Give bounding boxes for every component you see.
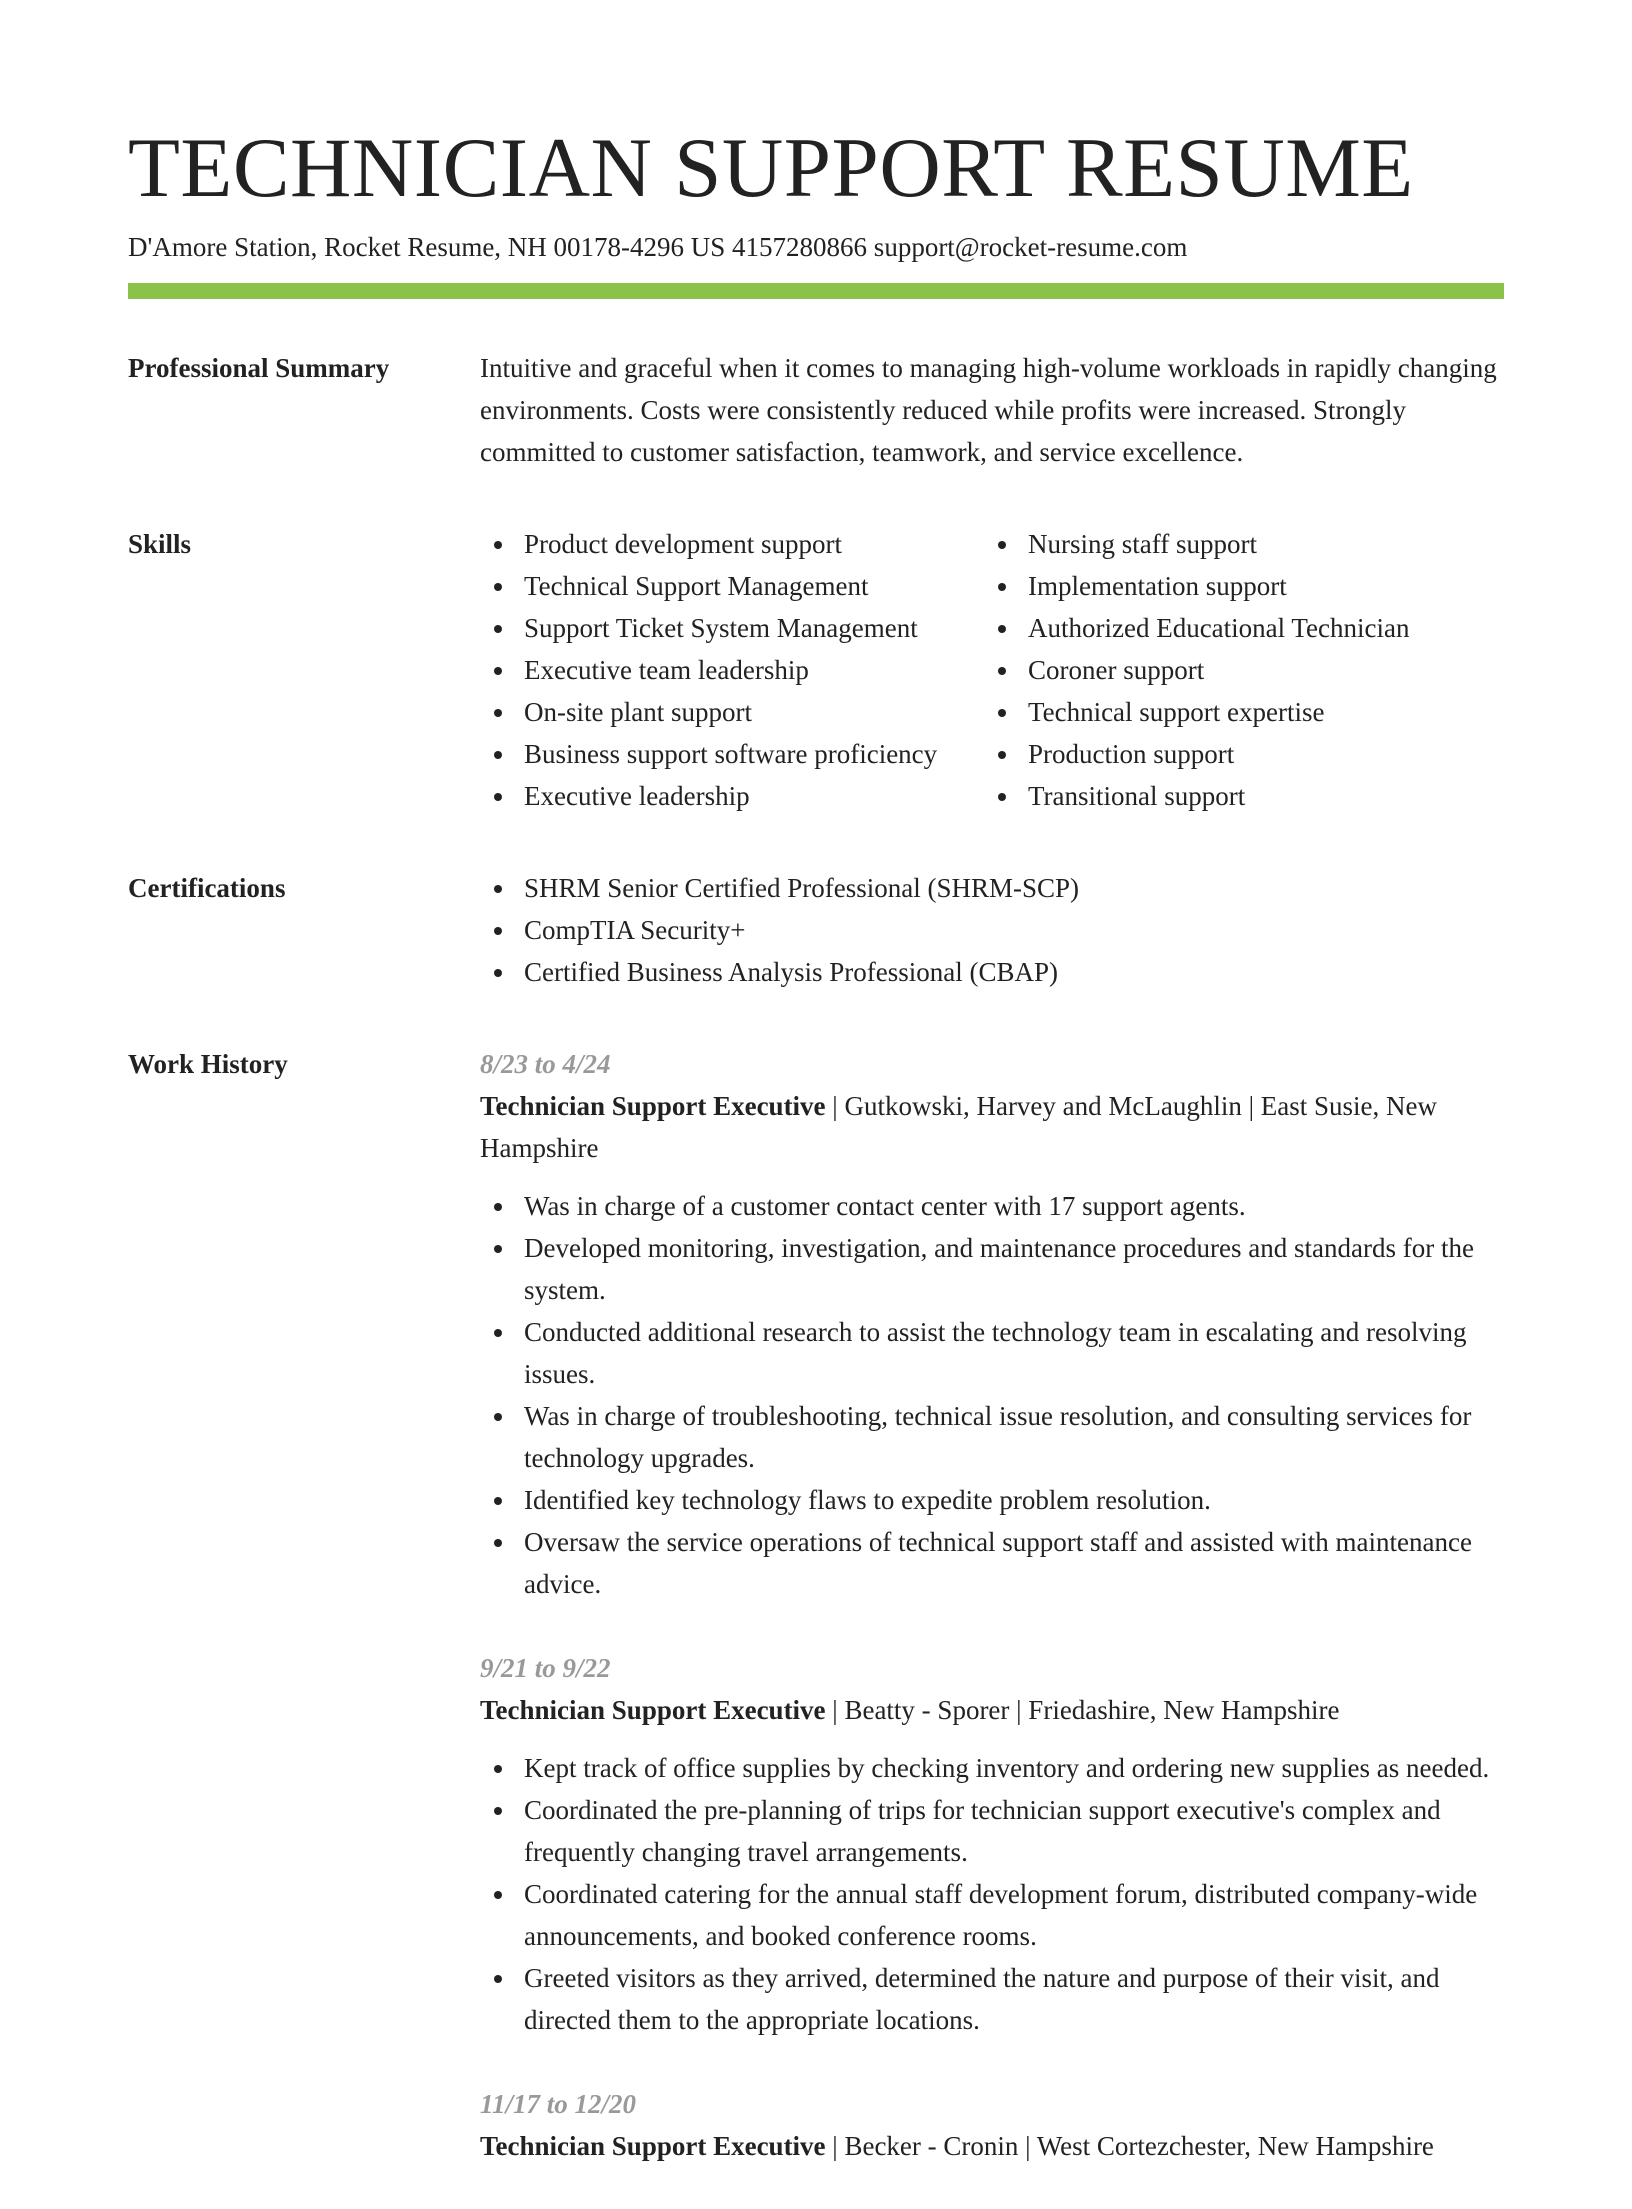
- summary-label: Professional Summary: [128, 353, 390, 383]
- resume-title: TECHNICIAN SUPPORT RESUME: [128, 121, 1414, 215]
- skills-body: [480, 523, 1504, 817]
- job-duty: Coordinated catering for the annual staff development forum, distributed company-wide announcements, and booked conference rooms.: [480, 1873, 1504, 1957]
- skills-section: [128, 523, 1504, 817]
- summary-section: [128, 347, 1504, 473]
- job-entry: [480, 2083, 1504, 2167]
- skill-item: Implementation support: [984, 565, 1504, 607]
- job-title: Technician Support Executive: [480, 2131, 826, 2161]
- job-duty: Conducted additional research to assist the technology team in escalating and resolving issues.: [480, 1311, 1504, 1395]
- job-heading: [480, 1085, 1504, 1169]
- skills-column-2: [984, 523, 1504, 817]
- skills-label: Skills: [128, 529, 192, 559]
- skill-item: Technical support expertise: [984, 691, 1504, 733]
- job-duty: Developed monitoring, investigation, and maintenance procedures and standards for the system.: [480, 1227, 1504, 1311]
- job-duty: Was in charge of troubleshooting, technical issue resolution, and consulting services for technology upgrades.: [480, 1395, 1504, 1479]
- skill-item: Nursing staff support: [984, 523, 1504, 565]
- skill-item: Technical Support Management: [480, 565, 984, 607]
- skill-item: Coroner support: [984, 649, 1504, 691]
- skill-item: Executive team leadership: [480, 649, 984, 691]
- job-dates: 9/21 to 9/22: [480, 1653, 611, 1683]
- skill-item: Production support: [984, 733, 1504, 775]
- job-dates: 8/23 to 4/24: [480, 1049, 611, 1079]
- skill-item: Authorized Educational Technician: [984, 607, 1504, 649]
- summary-body: [480, 347, 1504, 473]
- contact-line: D'Amore Station, Rocket Resume, NH 00178-4296 US 4157280866 support@rocket-resume.com: [128, 232, 1188, 262]
- job-entry: [480, 1647, 1504, 2041]
- certifications-label: Certifications: [128, 873, 286, 903]
- job-duties-list: [480, 1747, 1504, 2041]
- skill-item: Transitional support: [984, 775, 1504, 817]
- summary-text: Intuitive and graceful when it comes to managing high-volume workloads in rapidly changing environments. Costs were consistently reduced while profits were increased. Strongly committed to customer satisfaction, teamwork, and service excellence.: [480, 353, 1497, 467]
- skill-item: Product development support: [480, 523, 984, 565]
- certification-item: CompTIA Security+: [480, 909, 1504, 951]
- job-entry: [480, 1043, 1504, 1605]
- certifications-list: [480, 867, 1504, 993]
- resume-page: [128, 0, 1504, 2209]
- job-duties-list: [480, 1185, 1504, 1605]
- skills-column-1: [480, 523, 984, 817]
- certification-item: Certified Business Analysis Professional (CBAP): [480, 951, 1504, 993]
- skills-grid: [480, 523, 1504, 817]
- certification-item: SHRM Senior Certified Professional (SHRM-SCP): [480, 867, 1504, 909]
- job-employer-location: | Gutkowski, Harvey and McLaughlin | East Susie, New Hampshire: [480, 1091, 1438, 1163]
- job-heading: [480, 1689, 1504, 1731]
- skill-item: Business support software proficiency: [480, 733, 984, 775]
- work-history-body: [480, 1043, 1504, 2209]
- job-heading: [480, 2125, 1504, 2167]
- certifications-body: [480, 867, 1504, 993]
- skill-item: Support Ticket System Management: [480, 607, 984, 649]
- job-dates: 11/17 to 12/20: [480, 2089, 637, 2119]
- job-title: Technician Support Executive: [480, 1091, 826, 1121]
- work-history-section: [128, 1043, 1504, 2209]
- job-duty: Greeted visitors as they arrived, determined the nature and purpose of their visit, and directed them to the appropriate locations.: [480, 1957, 1504, 2041]
- skill-item: On-site plant support: [480, 691, 984, 733]
- job-duty: Kept track of office supplies by checking inventory and ordering new supplies as needed.: [480, 1747, 1504, 1789]
- certifications-section: [128, 867, 1504, 993]
- work-history-label: Work History: [128, 1049, 288, 1079]
- skill-item: Executive leadership: [480, 775, 984, 817]
- job-duty: Coordinated the pre-planning of trips for technician support executive's complex and frequently changing travel arrangements.: [480, 1789, 1504, 1873]
- accent-divider: [128, 283, 1504, 299]
- job-duty: Identified key technology flaws to expedite problem resolution.: [480, 1479, 1504, 1521]
- job-title: Technician Support Executive: [480, 1695, 826, 1725]
- job-employer-location: | Becker - Cronin | West Cortezchester, New Hampshire: [825, 2131, 1434, 2161]
- job-duty: Oversaw the service operations of technical support staff and assisted with maintenance advice.: [480, 1521, 1504, 1605]
- job-duty: Was in charge of a customer contact center with 17 support agents.: [480, 1185, 1504, 1227]
- job-employer-location: | Beatty - Sporer | Friedashire, New Hampshire: [825, 1695, 1340, 1725]
